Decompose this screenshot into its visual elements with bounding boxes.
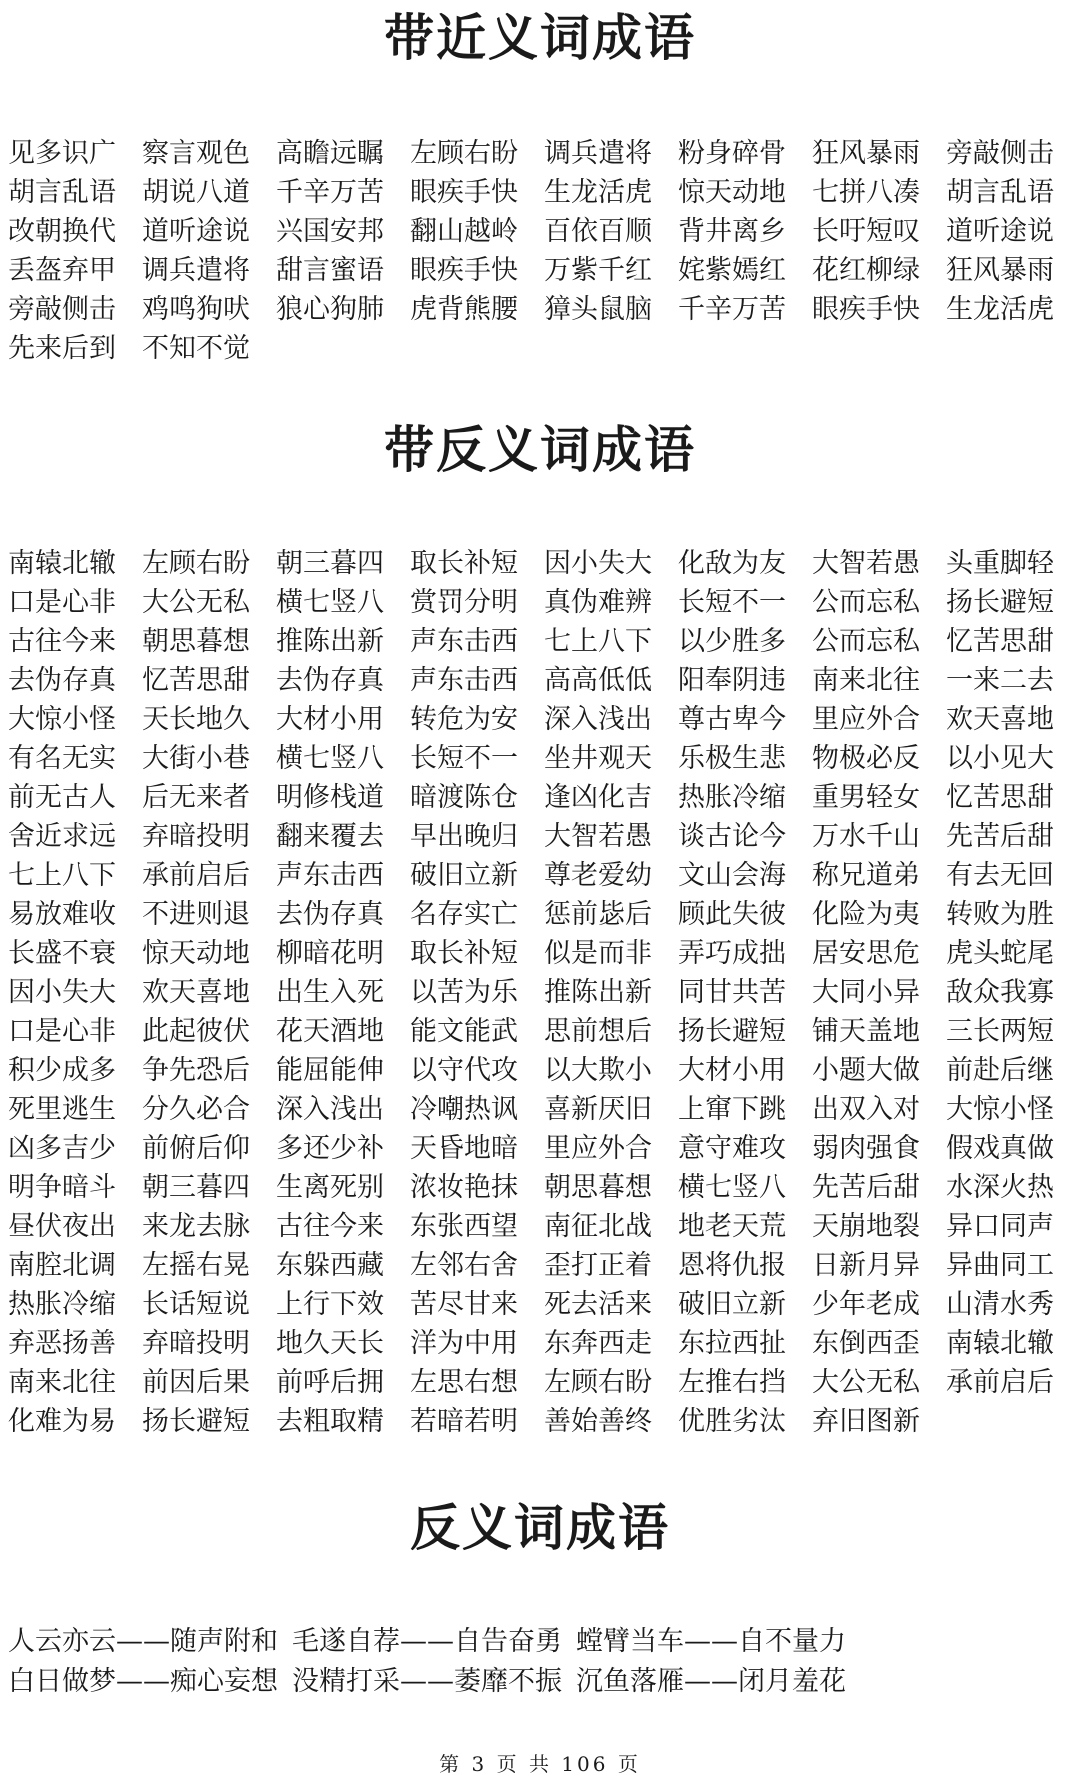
idiom-item: 虎背熊腰: [410, 294, 518, 325]
idiom-item: 坐井观天: [544, 743, 652, 774]
idiom-item: 去伪存真: [8, 665, 116, 696]
idiom-item: 花天酒地: [276, 1016, 384, 1047]
idiom-item: 前因后果: [142, 1367, 250, 1398]
idiom-item: 出双入对: [812, 1094, 920, 1125]
idiom-item: 取长补短: [410, 548, 518, 579]
idiom-item: 后无来者: [142, 782, 250, 813]
idiom-pair: 沉鱼落雁——闭月羞花: [576, 1666, 846, 1697]
idiom-item: 欢天喜地: [142, 977, 250, 1008]
idiom-item: 调兵遣将: [142, 255, 250, 286]
idiom-item: 若暗若明: [410, 1406, 518, 1437]
idiom-item: 南腔北调: [8, 1250, 116, 1281]
idiom-item: 异曲同工: [946, 1250, 1054, 1281]
idiom-item: 声东击西: [276, 860, 384, 891]
idiom-item: 易放难收: [8, 899, 116, 930]
idiom-item: 洋为中用: [410, 1328, 518, 1359]
idiom-item: 万水千山: [812, 821, 920, 852]
idiom-item: 朝三暮四: [142, 1172, 250, 1203]
idiom-item: 东奔西走: [544, 1328, 652, 1359]
idiom-item: 推陈出新: [544, 977, 652, 1008]
idiom-item: 横七竖八: [276, 587, 384, 618]
idiom-item: 弄巧成拙: [678, 938, 786, 969]
idiom-item: 大智若愚: [812, 548, 920, 579]
idiom-item: 来龙去脉: [142, 1211, 250, 1242]
idiom-item: 能文能武: [410, 1016, 518, 1047]
idiom-item: 死里逃生: [8, 1094, 116, 1125]
idiom-item: 称兄道弟: [812, 860, 920, 891]
idiom-item: 虎头蛇尾: [946, 938, 1054, 969]
idiom-pair: 毛遂自荐——自告奋勇: [292, 1626, 562, 1657]
idiom-item: 先苦后甜: [946, 821, 1054, 852]
idiom-item: 假戏真做: [946, 1133, 1054, 1164]
idiom-item: 日新月异: [812, 1250, 920, 1281]
idiom-item: 喜新厌旧: [544, 1094, 652, 1125]
idiom-item: 歪打正着: [544, 1250, 652, 1281]
idiom-item: 少年老成: [812, 1289, 920, 1320]
idiom-item: 深入浅出: [276, 1094, 384, 1125]
idiom-item: 旁敲侧击: [946, 138, 1054, 169]
idiom-item: 旁敲侧击: [8, 294, 116, 325]
idiom-item: 多还少补: [276, 1133, 384, 1164]
idiom-item: 尊古卑今: [678, 704, 786, 735]
idiom-item: 舍近求远: [8, 821, 116, 852]
idiom-item: 背井离乡: [678, 216, 786, 247]
idiom-item: 弃恶扬善: [8, 1328, 116, 1359]
idiom-item: 翻来覆去: [276, 821, 384, 852]
idiom-item: 敌众我寡: [946, 977, 1054, 1008]
idiom-item: 暗渡陈仓: [410, 782, 518, 813]
idiom-item: 惩前毖后: [544, 899, 652, 930]
idiom-item: 前呼后拥: [276, 1367, 384, 1398]
idiom-item: 大材小用: [678, 1055, 786, 1086]
idiom-item: 南来北往: [8, 1367, 116, 1398]
idiom-item: 热胀冷缩: [678, 782, 786, 813]
idiom-item: 声东击西: [410, 626, 518, 657]
idiom-item: 大材小用: [276, 704, 384, 735]
idiom-item: 去粗取精: [276, 1406, 384, 1437]
idiom-item: 南来北往: [812, 665, 920, 696]
idiom-item: 七上八下: [544, 626, 652, 657]
idiom-item: 大公无私: [812, 1367, 920, 1398]
idiom-item: 丢盔弃甲: [8, 255, 116, 286]
idiom-item: 重男轻女: [812, 782, 920, 813]
idiom-item: 天崩地裂: [812, 1211, 920, 1242]
idiom-item: 调兵遣将: [544, 138, 652, 169]
idiom-item: 东张西望: [410, 1211, 518, 1242]
idiom-item: 大惊小怪: [946, 1094, 1054, 1125]
idiom-item: 乐极生悲: [678, 743, 786, 774]
page-footer: 第 3 页 共 106 页: [439, 1752, 641, 1776]
idiom-pair: 没精打采——萎靡不振: [292, 1666, 562, 1697]
idiom-item: 柳暗花明: [276, 938, 384, 969]
idiom-item: 欢天喜地: [946, 704, 1054, 735]
idiom-item: 破旧立新: [410, 860, 518, 891]
idiom-item: 去伪存真: [276, 899, 384, 930]
section-title-synonym-idioms: 带近义词成语: [384, 9, 696, 67]
idiom-item: 里应外合: [812, 704, 920, 735]
idiom-item: 左顾右盼: [142, 548, 250, 579]
idiom-item: 以小见大: [946, 743, 1054, 774]
idiom-item: 左推右挡: [678, 1367, 786, 1398]
idiom-item: 忆苦思甜: [946, 782, 1054, 813]
idiom-item: 花红柳绿: [812, 255, 920, 286]
idiom-item: 推陈出新: [276, 626, 384, 657]
idiom-item: 铺天盖地: [812, 1016, 920, 1047]
idiom-item: 眼疾手快: [410, 177, 518, 208]
idiom-item: 能屈能伸: [276, 1055, 384, 1086]
idiom-item: 朝思暮想: [142, 626, 250, 657]
idiom-item: 善始善终: [544, 1406, 652, 1437]
idiom-item: 公而忘私: [812, 626, 920, 657]
idiom-item: 大智若愚: [544, 821, 652, 852]
idiom-item: 有名无实: [8, 743, 116, 774]
idiom-item: 高高低低: [544, 665, 652, 696]
idiom-item: 积少成多: [8, 1055, 116, 1086]
idiom-item: 三长两短: [946, 1016, 1054, 1047]
idiom-item: 前俯后仰: [142, 1133, 250, 1164]
idiom-item: 眼疾手快: [812, 294, 920, 325]
idiom-item: 道听途说: [142, 216, 250, 247]
idiom-pair: 螳臂当车——自不量力: [576, 1626, 846, 1657]
idiom-item: 百依百顺: [544, 216, 652, 247]
idiom-item: 生龙活虎: [946, 294, 1054, 325]
idiom-item: 思前想后: [544, 1016, 652, 1047]
idiom-item: 大公无私: [142, 587, 250, 618]
idiom-item: 长吁短叹: [812, 216, 920, 247]
idiom-item: 鸡鸣狗吠: [142, 294, 250, 325]
idiom-item: 南辕北辙: [946, 1328, 1054, 1359]
idiom-item: 千辛万苦: [276, 177, 384, 208]
idiom-item: 化难为易: [8, 1406, 116, 1437]
idiom-item: 此起彼伏: [142, 1016, 250, 1047]
idiom-item: 上行下效: [276, 1289, 384, 1320]
idiom-item: 万紫千红: [544, 255, 652, 286]
idiom-item: 深入浅出: [544, 704, 652, 735]
idiom-item: 同甘共苦: [678, 977, 786, 1008]
idiom-item: 居安思危: [812, 938, 920, 969]
idiom-item: 左摇右晃: [142, 1250, 250, 1281]
idiom-item: 朝思暮想: [544, 1172, 652, 1203]
idiom-item: 姹紫嫣红: [678, 255, 786, 286]
idiom-item: 东倒西歪: [812, 1328, 920, 1359]
idiom-item: 似是而非: [544, 938, 652, 969]
idiom-pair: 人云亦云——随声附和: [8, 1626, 278, 1657]
idiom-item: 化险为夷: [812, 899, 920, 930]
idiom-item: 以少胜多: [678, 626, 786, 657]
idiom-item: 阳奉阴违: [678, 665, 786, 696]
idiom-item: 有去无回: [946, 860, 1054, 891]
idiom-item: 甜言蜜语: [276, 255, 384, 286]
antonym-pair-list: [8, 1622, 1080, 1702]
idiom-item: 东躲西藏: [276, 1250, 384, 1281]
idiom-item: 公而忘私: [812, 587, 920, 618]
idiom-item: 明争暗斗: [8, 1172, 116, 1203]
idiom-item: 承前启后: [142, 860, 250, 891]
idiom-item: 顾此失彼: [678, 899, 786, 930]
idiom-item: 先苦后甜: [812, 1172, 920, 1203]
synonym-idiom-grid: [8, 134, 1080, 368]
idiom-item: 改朝换代: [8, 216, 116, 247]
idiom-item: 弱肉强食: [812, 1133, 920, 1164]
idiom-item: 声东击西: [410, 665, 518, 696]
idiom-item: 热胀冷缩: [8, 1289, 116, 1320]
idiom-item: 转危为安: [410, 704, 518, 735]
idiom-item: 分久必合: [142, 1094, 250, 1125]
idiom-item: 头重脚轻: [946, 548, 1054, 579]
idiom-item: 生龙活虎: [544, 177, 652, 208]
idiom-item: 小题大做: [812, 1055, 920, 1086]
idiom-item: 真伪难辨: [544, 587, 652, 618]
idiom-item: 忆苦思甜: [946, 626, 1054, 657]
idiom-item: 翻山越岭: [410, 216, 518, 247]
idiom-item: 天昏地暗: [410, 1133, 518, 1164]
idiom-item: 惊天动地: [678, 177, 786, 208]
idiom-item: 七上八下: [8, 860, 116, 891]
idiom-item: 破旧立新: [678, 1289, 786, 1320]
section-title-antonym-pairs: 反义词成语: [410, 1499, 670, 1557]
idiom-item: 胡说八道: [142, 177, 250, 208]
idiom-item: 异口同声: [946, 1211, 1054, 1242]
idiom-item: 死去活来: [544, 1289, 652, 1320]
pair-row: [8, 1662, 1080, 1702]
idiom-item: 朝三暮四: [276, 548, 384, 579]
idiom-item: 见多识广: [8, 138, 116, 169]
idiom-item: 弃旧图新: [812, 1406, 920, 1437]
idiom-item: 以守代攻: [410, 1055, 518, 1086]
idiom-item: 扬长避短: [946, 587, 1054, 618]
idiom-item: 七拼八凑: [812, 177, 920, 208]
idiom-item: 扬长避短: [678, 1016, 786, 1047]
idiom-item: 以苦为乐: [410, 977, 518, 1008]
idiom-item: 生离死别: [276, 1172, 384, 1203]
idiom-pair: 白日做梦——痴心妄想: [8, 1666, 278, 1697]
idiom-item: 扬长避短: [142, 1406, 250, 1437]
idiom-item: 去伪存真: [276, 665, 384, 696]
idiom-item: 一来二去: [946, 665, 1054, 696]
idiom-item: 千辛万苦: [678, 294, 786, 325]
idiom-item: 取长补短: [410, 938, 518, 969]
idiom-item: 前赴后继: [946, 1055, 1054, 1086]
idiom-item: 口是心非: [8, 587, 116, 618]
idiom-item: 南征北战: [544, 1211, 652, 1242]
pair-row: [8, 1622, 1080, 1662]
idiom-item: 胡言乱语: [8, 177, 116, 208]
idiom-item: 苦尽甘来: [410, 1289, 518, 1320]
idiom-item: 横七竖八: [678, 1172, 786, 1203]
idiom-item: 先来后到: [8, 333, 116, 364]
idiom-item: 前无古人: [8, 782, 116, 813]
idiom-item: 争先恐后: [142, 1055, 250, 1086]
idiom-item: 文山会海: [678, 860, 786, 891]
antonym-idiom-grid: [8, 544, 1080, 1441]
idiom-item: 赏罚分明: [410, 587, 518, 618]
idiom-item: 出生入死: [276, 977, 384, 1008]
idiom-item: 左顾右盼: [410, 138, 518, 169]
idiom-item: 古往今来: [8, 626, 116, 657]
idiom-item: 逢凶化吉: [544, 782, 652, 813]
idiom-item: 古往今来: [276, 1211, 384, 1242]
idiom-item: 地久天长: [276, 1328, 384, 1359]
idiom-item: 凶多吉少: [8, 1133, 116, 1164]
idiom-item: 浓妆艳抹: [410, 1172, 518, 1203]
idiom-item: 早出晚归: [410, 821, 518, 852]
idiom-item: 天长地久: [142, 704, 250, 735]
idiom-item: 物极必反: [812, 743, 920, 774]
idiom-item: 长短不一: [678, 587, 786, 618]
idiom-item: 东拉西扯: [678, 1328, 786, 1359]
idiom-item: 横七竖八: [276, 743, 384, 774]
idiom-item: 大街小巷: [142, 743, 250, 774]
idiom-item: 意守难攻: [678, 1133, 786, 1164]
idiom-item: 水深火热: [946, 1172, 1054, 1203]
idiom-item: 左邻右舍: [410, 1250, 518, 1281]
idiom-item: 弃暗投明: [142, 821, 250, 852]
idiom-item: 狂风暴雨: [812, 138, 920, 169]
idiom-item: 名存实亡: [410, 899, 518, 930]
idiom-item: 狼心狗肺: [276, 294, 384, 325]
idiom-item: 因小失大: [8, 977, 116, 1008]
idiom-item: 明修栈道: [276, 782, 384, 813]
idiom-item: 道听途说: [946, 216, 1054, 247]
idiom-item: 长短不一: [410, 743, 518, 774]
idiom-item: 地老天荒: [678, 1211, 786, 1242]
section-title-antonym-idioms: 带反义词成语: [384, 421, 696, 479]
idiom-item: 兴国安邦: [276, 216, 384, 247]
idiom-item: 胡言乱语: [946, 177, 1054, 208]
idiom-item: 谈古论今: [678, 821, 786, 852]
idiom-item: 高瞻远瞩: [276, 138, 384, 169]
idiom-item: 转败为胜: [946, 899, 1054, 930]
idiom-item: 獐头鼠脑: [544, 294, 652, 325]
idiom-item: 狂风暴雨: [946, 255, 1054, 286]
idiom-item: 因小失大: [544, 548, 652, 579]
idiom-item: 粉身碎骨: [678, 138, 786, 169]
idiom-item: 恩将仇报: [678, 1250, 786, 1281]
idiom-item: 忆苦思甜: [142, 665, 250, 696]
idiom-item: 察言观色: [142, 138, 250, 169]
idiom-item: 惊天动地: [142, 938, 250, 969]
idiom-item: 不知不觉: [142, 333, 250, 364]
idiom-item: 冷嘲热讽: [410, 1094, 518, 1125]
idiom-item: 里应外合: [544, 1133, 652, 1164]
idiom-item: 长话短说: [142, 1289, 250, 1320]
idiom-item: 昼伏夜出: [8, 1211, 116, 1242]
idiom-item: 眼疾手快: [410, 255, 518, 286]
idiom-item: 左思右想: [410, 1367, 518, 1398]
idiom-item: 尊老爱幼: [544, 860, 652, 891]
idiom-item: 南辕北辙: [8, 548, 116, 579]
idiom-item: 优胜劣汰: [678, 1406, 786, 1437]
idiom-item: 承前启后: [946, 1367, 1054, 1398]
idiom-item: 不进则退: [142, 899, 250, 930]
idiom-item: 化敌为友: [678, 548, 786, 579]
idiom-item: 上窜下跳: [678, 1094, 786, 1125]
idiom-item: 大惊小怪: [8, 704, 116, 735]
idiom-item: 大同小异: [812, 977, 920, 1008]
idiom-item: 口是心非: [8, 1016, 116, 1047]
idiom-item: 山清水秀: [946, 1289, 1054, 1320]
idiom-item: 以大欺小: [544, 1055, 652, 1086]
idiom-item: 左顾右盼: [544, 1367, 652, 1398]
idiom-item: 长盛不衰: [8, 938, 116, 969]
idiom-item: 弃暗投明: [142, 1328, 250, 1359]
